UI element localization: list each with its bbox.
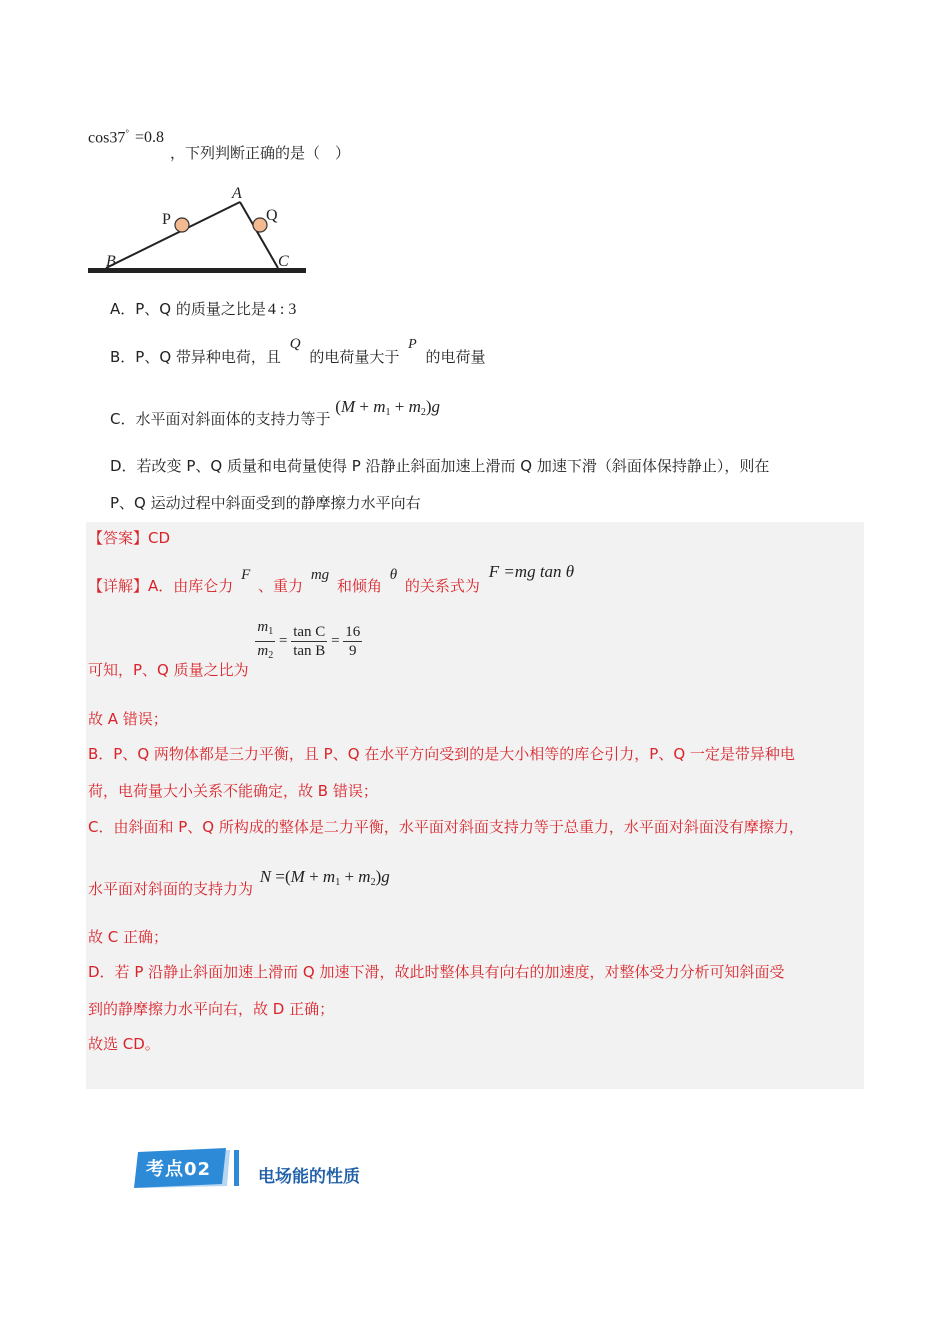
detail-a-t3: 和倾角 xyxy=(336,577,382,595)
option-a xyxy=(110,298,296,319)
slope-ab xyxy=(106,202,240,268)
label-p: P xyxy=(162,211,171,228)
detail-a-t1: A．由库仑力 xyxy=(148,577,234,595)
sub-bottom: 2 xyxy=(268,650,274,661)
final-answer: 故选 CD。 xyxy=(88,1035,160,1053)
ratio-formula: $\frac{m_1}{m_2}$ = $\frac{\text{tan C}}{\text{tan B}}$ = $\frac{16}{9}$ xyxy=(255,618,362,665)
option-b-prefix: B．P、Q 带异种电荷，且 xyxy=(110,348,281,366)
label-q: Q xyxy=(266,207,278,224)
option-c xyxy=(110,397,441,430)
c-line2 xyxy=(88,867,390,900)
detail-a-t2: 、重力 xyxy=(258,577,304,595)
frac-m1-m2 xyxy=(255,618,275,665)
option-d-line1: D．若改变 P、Q 质量和电荷量使得 P 沿静止斜面加速上滑而 Q 加速下滑（斜面体保持静止），则在 xyxy=(110,457,770,475)
label-a: A xyxy=(232,185,242,202)
var-m-top: m xyxy=(257,619,269,635)
var-f: F xyxy=(241,567,251,583)
coulomb-formula: F =mg tan θ xyxy=(488,562,575,581)
option-d-line2: P、Q 运动过程中斜面受到的静摩擦力水平向右 xyxy=(110,494,421,512)
c-line1: C．由斜面和 P、Q 所构成的整体是二力平衡，水平面对斜面支持力等于总重力，水平面对斜面没有摩擦力， xyxy=(88,818,804,836)
label-c: C xyxy=(278,253,289,270)
cos-value: =0.8 xyxy=(134,129,164,147)
d-line2: 到的静摩擦力水平向右，故 D 正确； xyxy=(88,1000,335,1018)
degree-mark: ° xyxy=(125,128,129,138)
var-mg: mg xyxy=(310,567,330,583)
var-big-m: M xyxy=(340,397,356,416)
var-g: g xyxy=(431,397,441,416)
stem-tail: ，下列判断正确的是（ ） xyxy=(170,144,351,162)
ground-line xyxy=(88,268,306,273)
label-b: B xyxy=(106,253,116,270)
option-b-var-q: Q xyxy=(289,336,301,352)
frac-tan xyxy=(291,623,327,660)
stem-cos xyxy=(88,128,164,147)
var-m-bottom: m xyxy=(257,643,269,659)
option-b-suffix: 的电荷量 xyxy=(425,348,486,366)
answer-line xyxy=(88,527,170,548)
option-b-mid: 的电荷量大于 xyxy=(309,348,400,366)
num-9: 9 xyxy=(349,643,357,659)
var-gb: g xyxy=(381,867,390,886)
a-wrong: 故 A 错误； xyxy=(88,710,168,728)
var-big-m2: M xyxy=(290,867,305,886)
ball-p xyxy=(175,218,189,232)
num-16: 16 xyxy=(345,624,361,640)
incline-figure xyxy=(86,182,310,278)
answer-tag: 【答案】 xyxy=(88,529,149,547)
c-right: 故 C 正确； xyxy=(88,928,169,946)
b-line2: 荷，电荷量大小关系不能确定，故 B 错误； xyxy=(88,782,378,800)
var-m1: m xyxy=(373,397,386,416)
frac-16-9 xyxy=(343,623,362,660)
section-title: 电场能的性质 xyxy=(258,1167,360,1187)
c-line2-text: 水平面对斜面的支持力为 xyxy=(88,880,254,898)
sub-2: 2 xyxy=(420,407,426,418)
var-m2b: m xyxy=(358,867,371,886)
section-badge-label: 考点02 xyxy=(146,1159,212,1180)
cos-expr: cos37 xyxy=(88,129,126,147)
option-a-ratio: 4 : 3 xyxy=(267,301,297,318)
tan-c: tan C xyxy=(293,624,326,640)
sub-1: 1 xyxy=(385,407,391,418)
option-b-var-p: P xyxy=(408,337,417,352)
option-a-text: A．P、Q 的质量之比是 xyxy=(110,300,266,318)
normal-force-formula: $N =(M + m_1 + m_2)g$ xyxy=(259,867,390,888)
badge-bar xyxy=(234,1150,239,1186)
b-line1: B．P、Q 两物体都是三力平衡，且 P、Q 在水平方向受到的是大小相等的库仑引力，P、Q 一定是带异种电 xyxy=(88,745,795,763)
var-m1b: m xyxy=(322,867,336,886)
option-c-formula: $(M + m_1 + m_2)g$ xyxy=(335,397,441,418)
ball-q xyxy=(253,218,267,232)
detail-a-line xyxy=(88,562,575,596)
var-m2: m xyxy=(408,397,421,416)
sub-top: 1 xyxy=(268,626,274,637)
var-theta: θ xyxy=(389,567,398,583)
ratio-text: 可知，P、Q 质量之比为 xyxy=(88,660,249,679)
detail-ratio-line xyxy=(88,618,362,679)
var-n: N xyxy=(259,867,272,886)
option-b xyxy=(110,336,486,367)
option-c-prefix: C．水平面对斜面体的支持力等于 xyxy=(110,410,331,428)
detail-a-t4: 的关系式为 xyxy=(404,577,480,595)
detail-tag: 【详解】 xyxy=(88,577,149,595)
sub-1b: 1 xyxy=(335,877,341,888)
d-line1: D．若 P 沿静止斜面加速上滑而 Q 加速下滑，故此时整体具有向右的加速度，对整体受力分析可知斜面受 xyxy=(88,963,785,981)
answer-value: CD xyxy=(148,529,171,547)
tan-b: tan B xyxy=(293,643,326,659)
sub-2b: 2 xyxy=(370,877,376,888)
